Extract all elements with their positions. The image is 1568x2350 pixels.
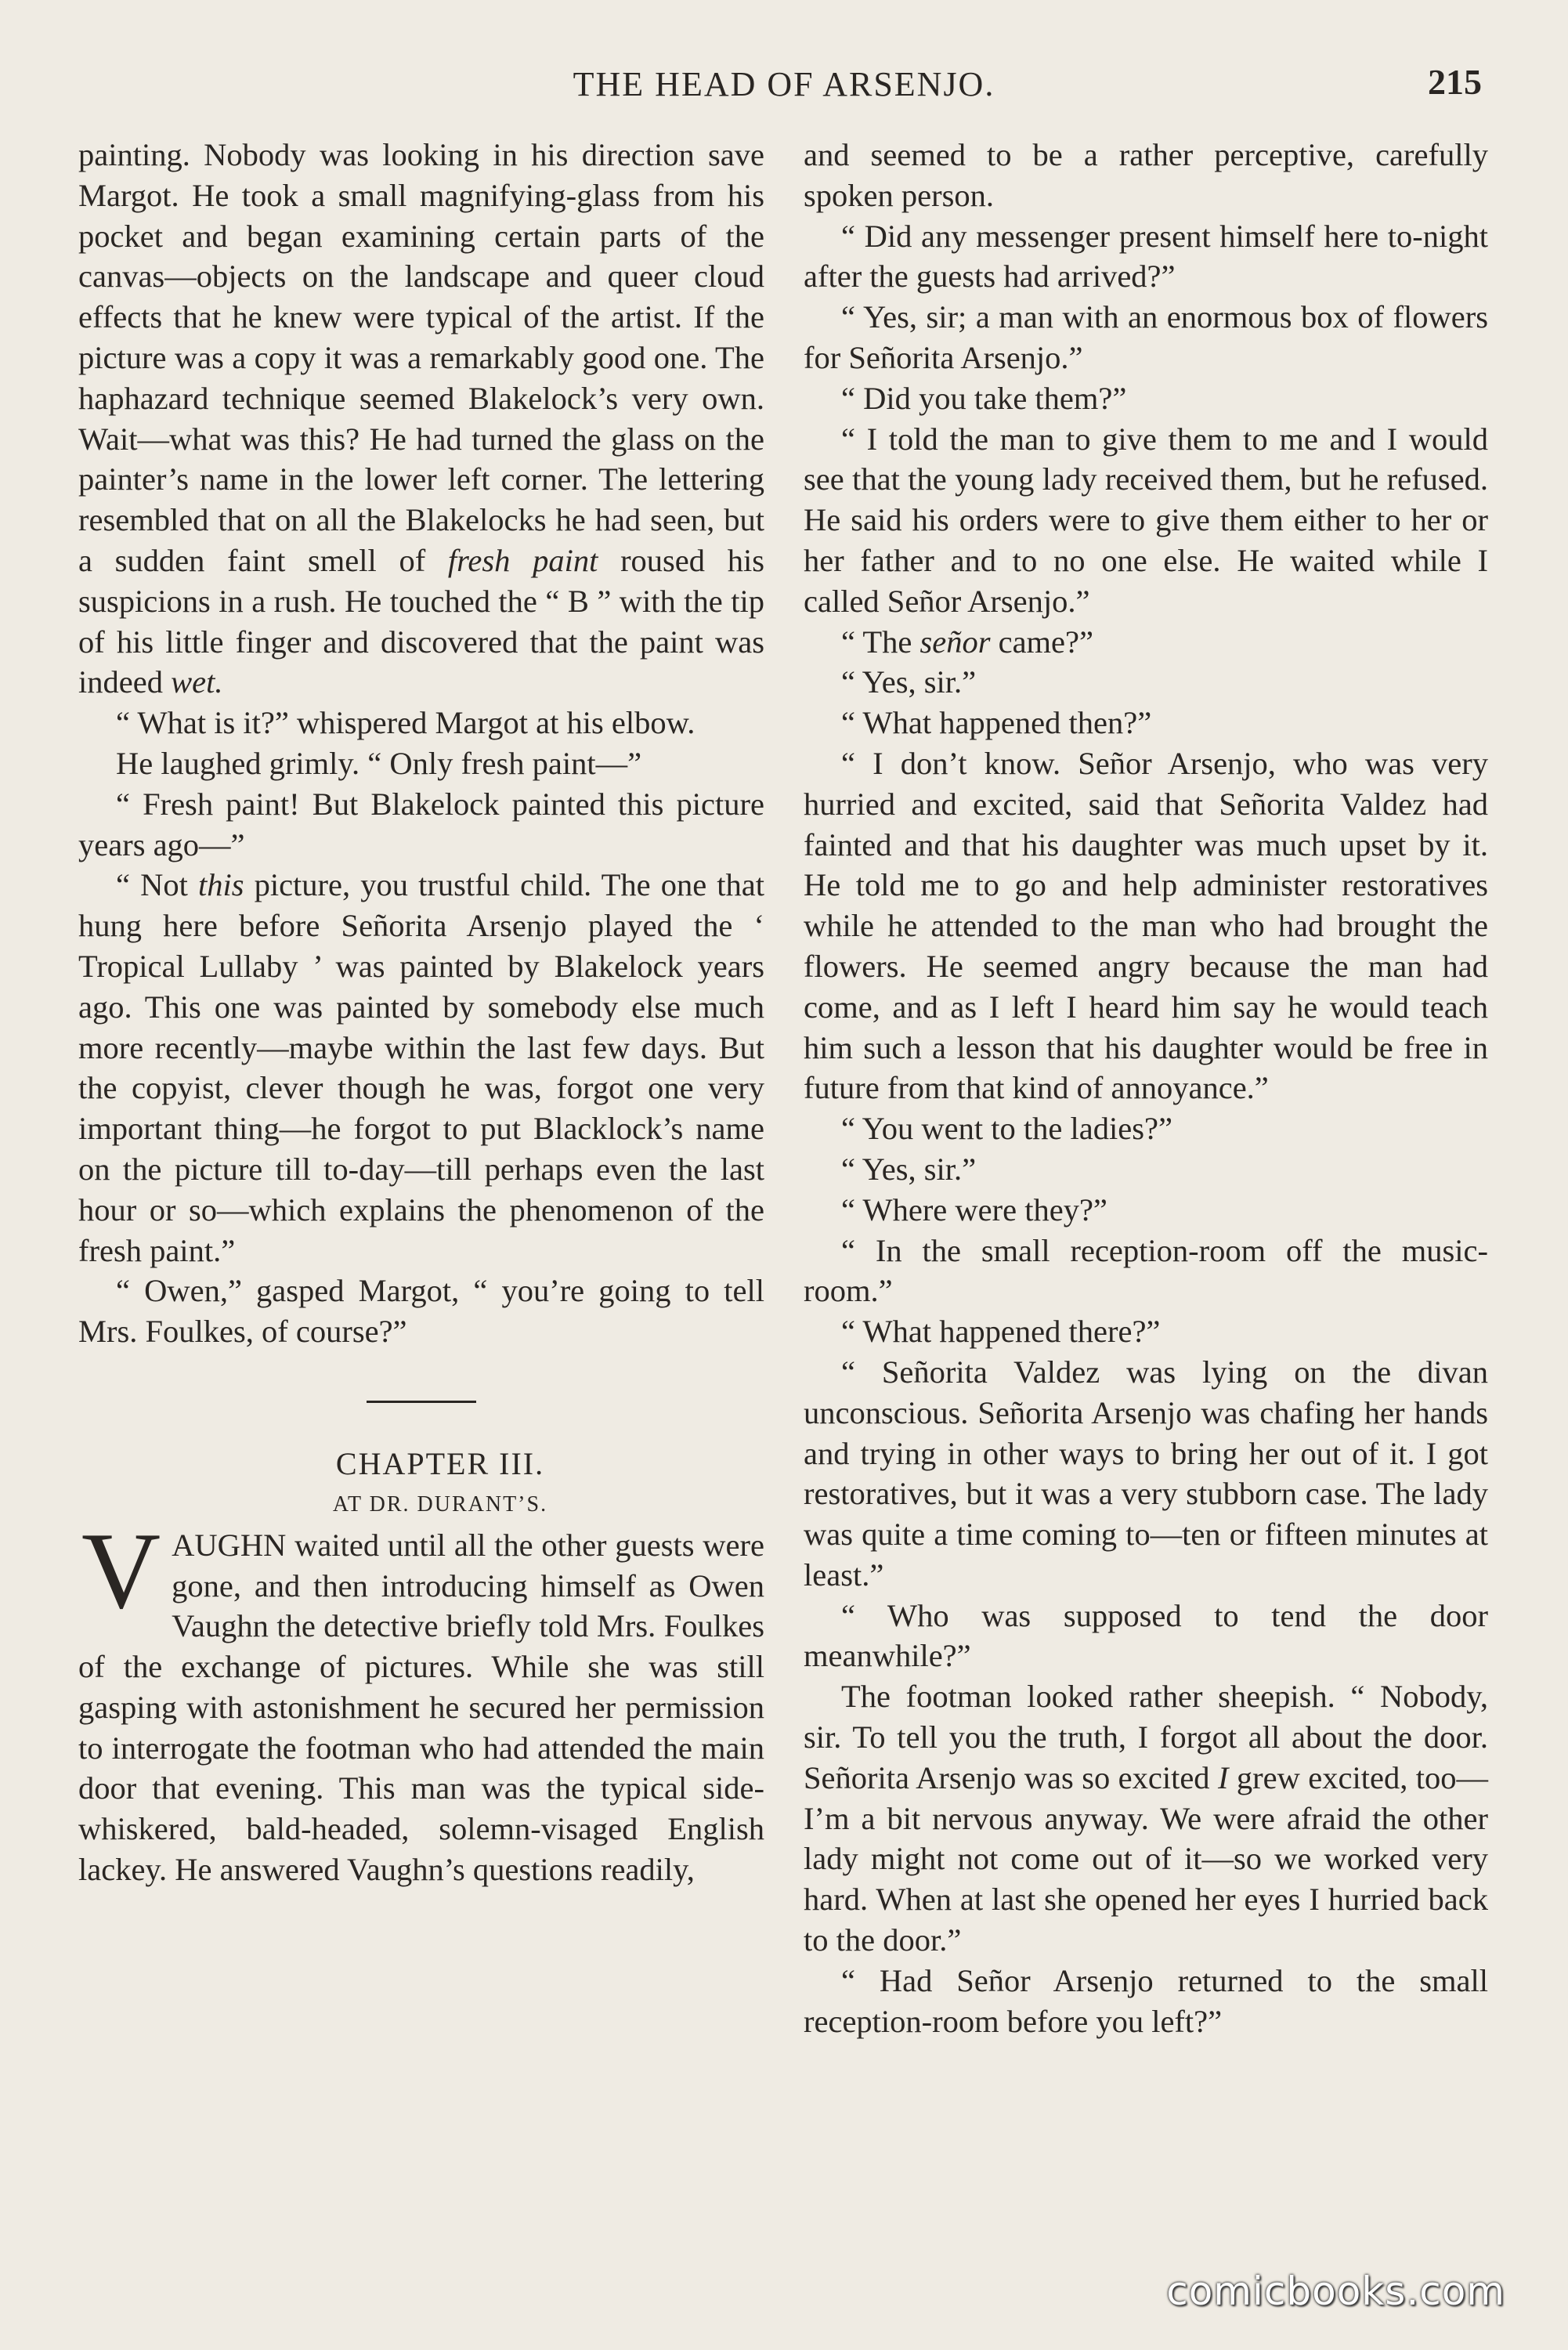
site-watermark: comicbooks.com [1166,2269,1505,2314]
italic-text: wet. [171,664,223,700]
paragraph: “ What is it?” whispered Margot at his elbow. [116,705,695,741]
paragraph: “ Had Señor Arsenjo returned to the small reception-room before you left?” [804,1962,1488,2039]
right-column [804,135,1488,2041]
chapter-opening-paragraph: VAUGHN waited until all the other guests were gone, and then introducing himself as Owen Vaughn the detective briefly told Mrs. Foulkes of the exchange of pictures. While she was still gasping with astonishment he secured her permission to interrogate the footman who had attended the main door that evening. This man was the typical side-whiskered, bald-headed, solemn-visaged English lackey. He answered Vaughn’s questions readily, [78,1509,764,1888]
paragraph: “ What happened there?” [841,1314,1161,1350]
paragraph: “ Fresh paint! But Blakelock painted this picture years ago—” [78,786,764,862]
paragraph: “ I don’t know. Señor Arsenjo, who was very hurried and excited, said that Señorita Valdez had fainted and that his daughter was much upset by it. He told me to go and help administer restoratives while he attended to the man who had brought the flowers. He seemed angry because the man had come, and as I left I heard him say he would teach him such a lesson that his daughter would be free in future from that kind of annoyance.” [804,745,1488,1106]
paragraph: “ Yes, sir; a man with an enormous box of flowers for Señorita Arsenjo.” [804,299,1488,375]
paragraph: “ Owen,” gasped Margot, “ you’re going to tell Mrs. Foulkes, of course?” [78,1273,764,1350]
drop-cap: V [81,1509,161,1632]
paragraph: “ Did any messenger present himself here to-night after the guests had arrived?” [804,218,1488,295]
italic-text: fresh paint [447,542,598,578]
paragraph: “ Yes, sir.” [841,1151,977,1187]
chapter-title: CHAPTER III. [335,1445,545,1481]
paragraph: “ Not this picture, you trustful child. The one that hung here before Señorita Arsenjo played the ‘ Tropical Lullaby ’ was painted by Blakelock years ago. This one was painted by somebody else much more recently—maybe within the last few days. But the copyist, clever though he was, forgot one very important thing—he forgot to put Blacklock’s name on the picture till to-day—till perhaps even the last hour or so—which explains the phenomenon of the fresh paint.” [78,867,765,1268]
paragraph: “ Who was supposed to tend the door meanwhile?” [804,1597,1488,1674]
paragraph: The footman looked rather sheepish. “ Nobody, sir. To tell you the truth, I forgot all about the door. Señorita Arsenjo was so excited I grew excited, too—I’m a bit nervous anyway. We were afraid the other lady might not come out of it—so we worked very hard. When at last she opened her eyes I hurried back to the door.” [804,1679,1489,1958]
paragraph: “ Yes, sir.” [841,664,977,700]
paragraph: “ Where were they?” [841,1191,1107,1227]
chapter-subtitle: AT DR. DURANT’S. [332,1491,548,1517]
page-number: 215 [1428,62,1482,102]
italic-text: this [197,867,244,903]
section-divider [367,1401,476,1403]
running-title: THE HEAD OF ARSENJO. [573,65,995,103]
paragraph: “ In the small reception-room off the music-room.” [804,1232,1488,1309]
italic-text: señor [919,624,991,660]
paragraph: “ Señorita Valdez was lying on the divan unconscious. Señorita Arsenjo was chafing her hands and trying in other ways to bring her out of it. I got restoratives, but it was a very stubborn case. The lady was quite a time coming to—ten or fifteen minutes at least.” [804,1354,1488,1593]
paragraph: painting. Nobody was looking in his direction save Margot. He took a small magnifying-glass from his pocket and began examining certain parts of the canvas—objects on the landscape and queer cloud effects that he knew were typical of the artist. If the picture was a copy it was a remarkably good one. The haphazard technique seemed Blakelock’s very own. Wait—what was this? He had turned the glass on the painter’s name in the lower left corner. The lettering resembled that on all the Blakelocks he had seen, but a sudden faint smell of fresh paint roused his suspicions in a rush. He touched the “ B ” with the tip of his little finger and discovered that the paint was indeed wet. [78,137,764,700]
paragraph: “ Did you take them?” [841,380,1127,416]
paragraph: “ You went to the ladies?” [841,1111,1172,1147]
left-column [78,135,764,1890]
paragraph: and seemed to be a rather perceptive, carefully spoken person. [804,137,1488,213]
running-head [0,61,1568,116]
italic-text: I [1217,1759,1229,1795]
paragraph: “ What happened then?” [841,705,1152,741]
paragraph: “ The señor came?” [841,624,1093,660]
paragraph: “ I told the man to give them to me and I would see that the young lady received them, but he refused. He said his orders were to give them either to her or her father and to no one else. He waited while I called Señor Arsenjo.” [804,421,1488,619]
paragraph: He laughed grimly. “ Only fresh paint—” [116,745,642,781]
